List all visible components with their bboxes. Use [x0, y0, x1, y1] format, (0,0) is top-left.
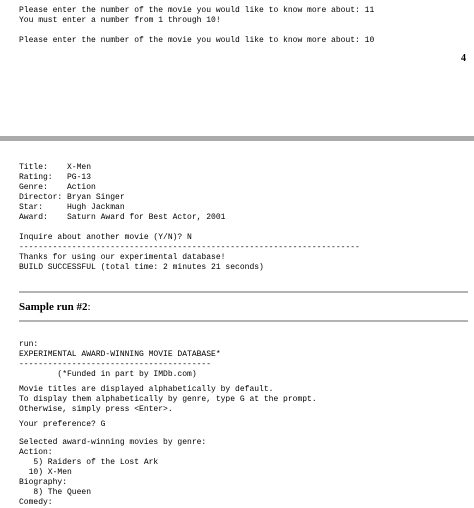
section-rule-bottom	[19, 320, 468, 322]
console-line: Your preference? G	[19, 420, 106, 429]
console-line: 5) Raiders of the Lost Ark	[19, 458, 159, 467]
detail-director: Director: Bryan Singer	[19, 193, 125, 202]
console-line: Selected award-winning movies by genre:	[19, 438, 207, 447]
console-line: Comedy:	[19, 498, 53, 507]
detail-award: Award: Saturn Award for Best Actor, 2001	[19, 213, 226, 222]
detail-rating: Rating: PG-13	[19, 173, 92, 182]
page-break-divider	[0, 136, 474, 141]
separator-line: -----------------------------------------------------------------------	[19, 243, 360, 252]
console-line: 8) The Queen	[19, 488, 92, 497]
console-line: ----------------------------------------	[19, 360, 212, 369]
page-number: 4	[461, 53, 466, 64]
console-line: To display them alphabetically by genre, type G at the prompt.	[19, 395, 317, 404]
detail-genre: Genre: Action	[19, 183, 96, 192]
thanks-message: Thanks for using our experimental database!	[19, 253, 226, 262]
console-line: 10) X-Men	[19, 468, 72, 477]
console-line: Please enter the number of the movie you would like to know more about: 10	[19, 36, 375, 45]
console-line: EXPERIMENTAL AWARD-WINNING MOVIE DATABASE*	[19, 350, 221, 359]
console-line: run:	[19, 340, 39, 349]
detail-star: Star: Hugh Jackman	[19, 203, 125, 212]
console-line: (*Funded in part by IMDb.com)	[19, 370, 197, 379]
heading-colon: :	[87, 301, 91, 313]
section-heading	[19, 300, 91, 314]
console-line: Please enter the number of the movie you would like to know more about: 11	[19, 6, 375, 15]
console-line: You must enter a number from 1 through 10!	[19, 16, 221, 25]
console-line: Movie titles are displayed alphabetically by default.	[19, 385, 274, 394]
inquire-prompt: Inquire about another movie (Y/N)? N	[19, 233, 192, 242]
console-line: Biography:	[19, 478, 68, 487]
build-status: BUILD SUCCESSFUL (total time: 2 minutes 21 seconds)	[19, 263, 264, 272]
heading-label: Sample run #2	[19, 301, 88, 313]
section-rule-top	[19, 291, 468, 293]
console-line: Otherwise, simply press <Enter>.	[19, 405, 173, 414]
detail-title: Title: X-Men	[19, 163, 92, 172]
console-line: Action:	[19, 448, 53, 457]
